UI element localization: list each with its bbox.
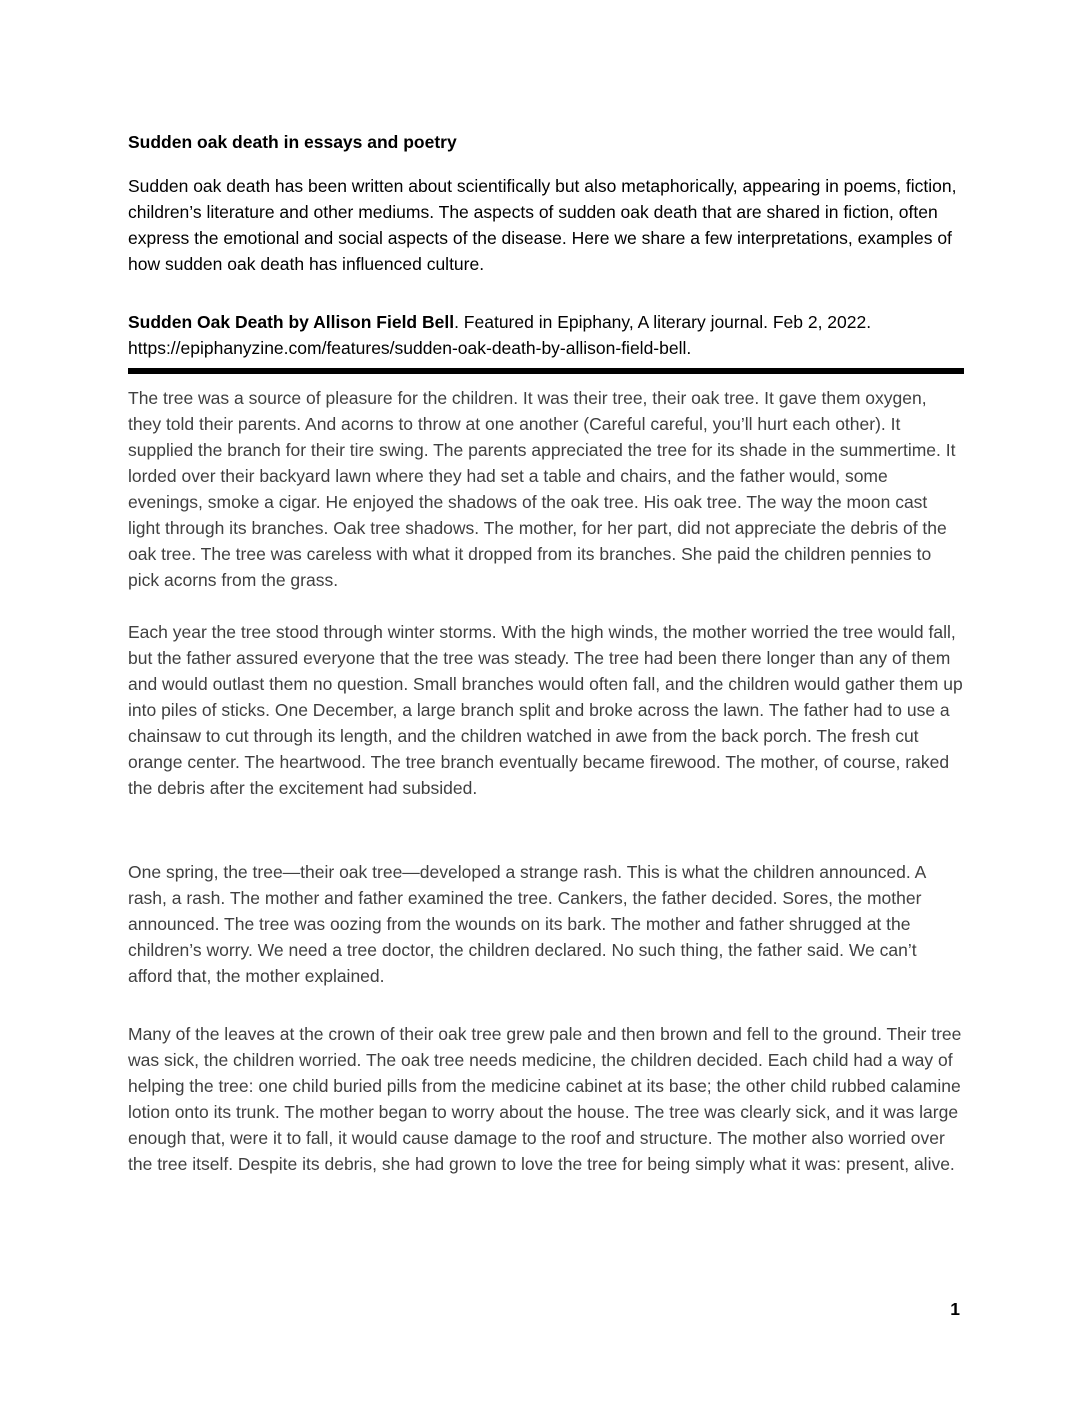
section-heading: Sudden oak death in essays and poetry	[128, 132, 457, 152]
divider-rule	[128, 368, 964, 374]
intro-paragraph: Sudden oak death has been written about scientifically but also metaphorically, appearing in poems, fiction, children’s literature and other mediums. The aspects of sudden oak death that are shared in fiction, often express the emotional and social aspects of the disease. Here we share a few interpretations, examples of how sudden oak death has influenced culture.	[128, 176, 957, 274]
citation	[128, 309, 964, 361]
citation-details: . Featured in Epiphany, A literary journal. Feb 2, 2022. https://epiphanyzine.com/features/sudden-oak-death-by-allison-field-bell.	[128, 312, 872, 358]
citation-title: Sudden Oak Death by Allison Field Bell	[128, 312, 455, 332]
essay-paragraph-2: Each year the tree stood through winter storms. With the high winds, the mother worried the tree would fall, but the father assured everyone that the tree was steady. The tree had been there longer than any of them and would outlast them no question. Small branches would often fall, and the children would gather them up into piles of sticks. One December, a large branch split and broke across the lawn. The father had to use a chainsaw to cut through its length, and the children watched in awe from the back porch. The fresh cut orange center. The heartwood. The tree branch eventually became firewood. The mother, of course, raked the debris after the excitement had subsided.	[128, 622, 963, 798]
essay-paragraph-3: One spring, the tree—their oak tree—developed a strange rash. This is what the children announced. A rash, a rash. The mother and father examined the tree. Cankers, the father decided. Sores, the mother announced. The tree was oozing from the wounds on its bark. The mother and father shrugged at the children’s worry. We need a tree doctor, the children declared. No such thing, the father said. We can’t afford that, the mother explained.	[128, 862, 926, 986]
document-page	[128, 0, 964, 1408]
essay-paragraph-1: The tree was a source of pleasure for the children. It was their tree, their oak tree. It gave them oxygen, they told their parents. And acorns to throw at one another (Careful careful, you’ll hurt each other). It supplied the branch for their tire swing. The parents appreciated the tree for its shade in the summertime. It lorded over their backyard lawn where they had set a table and chairs, and the father would, some evenings, smoke a cigar. He enjoyed the shadows of the oak tree. His oak tree. The way the moon cast light through its branches. Oak tree shadows. The mother, for her part, did not appreciate the debris of the oak tree. The tree was careless with what it dropped from its branches. She paid the children pennies to pick acorns from the grass.	[128, 388, 956, 590]
page-number: 1	[950, 1299, 960, 1319]
essay-paragraph-4: Many of the leaves at the crown of their oak tree grew pale and then brown and fell to the ground. Their tree was sick, the children worried. The oak tree needs medicine, the children decided. Each child had a way of helping the tree: one child buried pills from the medicine cabinet at its base; the other child rubbed calamine lotion onto its trunk. The mother began to worry about the house. The tree was clearly sick, and it was large enough that, were it to fall, it would cause damage to the roof and structure. The mother also worried over the tree itself. Despite its debris, she had grown to love the tree for being simply what it was: present, alive.	[128, 1024, 962, 1174]
